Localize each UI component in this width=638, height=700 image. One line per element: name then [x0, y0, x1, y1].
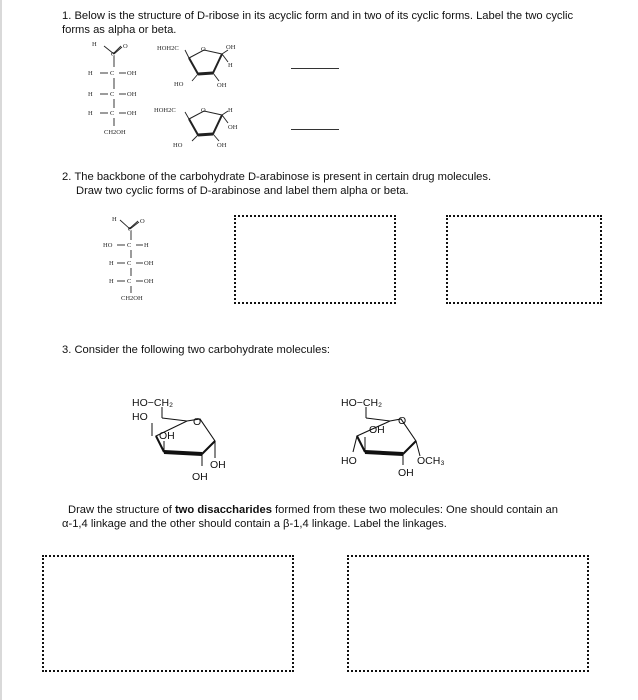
ribose-aldehyde-h: H	[92, 41, 97, 48]
cyclic-top-ring-o: O	[201, 46, 206, 53]
arabinose-ch2oh: CH2OH	[121, 295, 143, 302]
mol2-oh-bottom: OH	[398, 467, 414, 479]
arabinose-c4-oh: OH	[144, 278, 154, 285]
cyclic-bottom-hoh2c: HOH2C	[154, 107, 176, 114]
ribose-cyclic-top	[185, 50, 228, 81]
arabinose-c4-h: H	[109, 278, 114, 285]
cyclic-top-oh: OH	[217, 82, 227, 89]
ribose-c4: C	[110, 110, 115, 117]
mol1-ring-o: O	[193, 416, 202, 428]
cyclic-bottom-ring-o: O	[201, 107, 206, 114]
cyclic-top-anomeric-oh: OH	[226, 44, 236, 51]
q3-molecule-2	[353, 407, 420, 465]
arabinose-c3-h: H	[109, 260, 114, 267]
mol2-och3: OCH₃	[417, 455, 445, 467]
arabinose-c4: C	[127, 278, 132, 285]
ribose-c3: C	[110, 91, 115, 98]
cyclic-top-hoh2c: HOH2C	[157, 45, 179, 52]
arabinose-c2-h: H	[144, 242, 149, 249]
ribose-c3-oh: OH	[127, 91, 137, 98]
mol1-oh-right: OH	[210, 459, 226, 471]
arabinose-aldehyde-c: C	[128, 226, 133, 233]
cyclic-bottom-anomeric-h: H	[228, 107, 233, 114]
ribose-aldehyde-o: O	[123, 43, 128, 50]
ribose-c3-h: H	[88, 91, 93, 98]
ribose-c2: C	[110, 70, 115, 77]
ribose-cyclic-bottom	[185, 111, 228, 141]
cyclic-top-anomeric-h: H	[228, 62, 233, 69]
ribose-ch2oh: CH2OH	[104, 129, 126, 136]
question-3-instructions: Draw the structure of two disaccharides formed from these two molecules: One should contain an α-1,4 linkage and the other should contain a β-1,4 linkage. Label the linkages.	[62, 504, 559, 530]
arabinose-c3: C	[127, 260, 132, 267]
ribose-c2-oh: OH	[127, 70, 137, 77]
cyclic-bottom-anomeric-oh: OH	[228, 124, 238, 131]
mol1-oh-bottom: OH	[192, 471, 208, 483]
mol1-ho: HO	[132, 411, 148, 423]
mol2-ring-o: O	[398, 415, 407, 427]
question-3-text: 3. Consider the following two carbohydrate molecules:	[62, 344, 331, 356]
arabinose-c3-oh: OH	[144, 260, 154, 267]
question-2-text: 2. The backbone of the carbohydrate D-arabinose is present in certain drug molecules. Draw two cyclic forms of D-arabinose and label them alpha or beta.	[62, 171, 492, 197]
ribose-c2-h: H	[88, 70, 93, 77]
arabinose-c2-ho: HO	[103, 242, 113, 249]
arabinose-aldehyde-o: O	[140, 218, 145, 225]
cyclic-top-ho: HO	[174, 81, 184, 88]
cyclic-bottom-ho: HO	[173, 142, 183, 149]
ribose-c4-oh: OH	[127, 110, 137, 117]
mol2-ho: HO	[341, 455, 357, 467]
ribose-aldehyde-c: C	[111, 51, 116, 58]
mol1-ho-ch2: HO−CH₂	[132, 397, 174, 409]
cyclic-bottom-oh: OH	[217, 142, 227, 149]
mol1-oh-ring: OH	[159, 430, 175, 442]
ribose-c4-h: H	[88, 110, 93, 117]
arabinose-aldehyde-h: H	[112, 216, 117, 223]
mol2-ho-ch2: HO−CH₂	[341, 397, 383, 409]
question-1-text: 1. Below is the structure of D-ribose in its acyclic form and in two of its cyclic forms. Label the two cyclic forms as alpha or beta.	[62, 10, 574, 36]
arabinose-c2: C	[127, 242, 132, 249]
mol2-oh-ring: OH	[369, 424, 385, 436]
